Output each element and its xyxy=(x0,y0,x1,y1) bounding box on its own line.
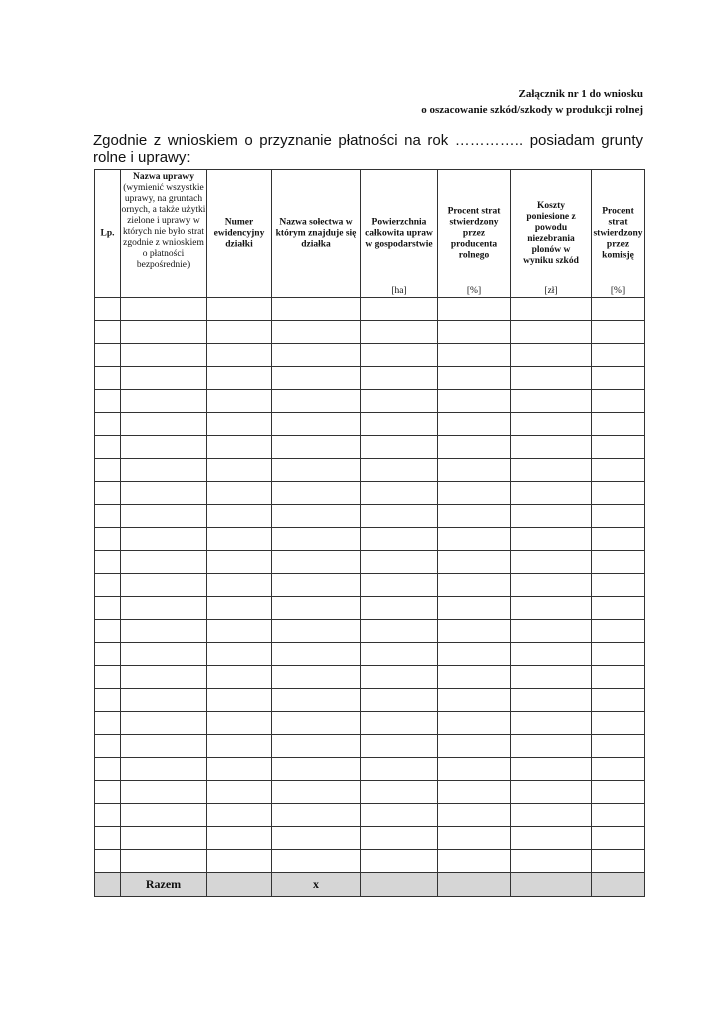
table-cell[interactable] xyxy=(592,597,645,620)
table-cell[interactable] xyxy=(511,413,592,436)
table-cell[interactable] xyxy=(438,735,511,758)
table-cell[interactable] xyxy=(95,528,121,551)
table-cell[interactable] xyxy=(361,436,438,459)
table-cell[interactable] xyxy=(592,643,645,666)
table-cell[interactable] xyxy=(95,827,121,850)
table-cell[interactable] xyxy=(511,781,592,804)
table-cell[interactable] xyxy=(121,344,207,367)
table-cell[interactable] xyxy=(438,758,511,781)
table-cell[interactable] xyxy=(592,551,645,574)
table-cell[interactable] xyxy=(121,804,207,827)
table-cell[interactable] xyxy=(121,413,207,436)
table-cell[interactable] xyxy=(438,804,511,827)
table-cell[interactable] xyxy=(121,643,207,666)
table-cell[interactable] xyxy=(207,436,272,459)
table-cell[interactable] xyxy=(207,298,272,321)
table-cell[interactable] xyxy=(121,459,207,482)
table-cell[interactable] xyxy=(361,321,438,344)
table-cell[interactable] xyxy=(438,482,511,505)
table-cell[interactable] xyxy=(361,712,438,735)
table-cell[interactable] xyxy=(207,758,272,781)
table-cell[interactable] xyxy=(121,735,207,758)
table-cell[interactable] xyxy=(511,505,592,528)
intro-text: Zgodnie z wnioskiem o przyznanie płatności na rok ………….. posiadam grunty rolne i uprawy: xyxy=(93,132,643,166)
header-loss-producer-unit: [%] xyxy=(466,286,482,296)
table-cell[interactable] xyxy=(438,781,511,804)
table-cell[interactable] xyxy=(272,413,361,436)
table-cell[interactable] xyxy=(95,367,121,390)
table-cell[interactable] xyxy=(121,482,207,505)
table-cell[interactable] xyxy=(95,459,121,482)
table-cell[interactable] xyxy=(272,850,361,873)
table-cell[interactable] xyxy=(511,620,592,643)
table-cell[interactable] xyxy=(272,436,361,459)
table-cell[interactable] xyxy=(207,367,272,390)
table-row xyxy=(95,758,645,781)
table-cell[interactable] xyxy=(95,551,121,574)
table-cell[interactable] xyxy=(272,689,361,712)
header-village-label: Nazwa sołectwa w którym znajduje się działka xyxy=(275,217,357,249)
table-cell[interactable] xyxy=(592,344,645,367)
table-cell[interactable] xyxy=(272,781,361,804)
table-cell[interactable] xyxy=(511,436,592,459)
table-cell[interactable] xyxy=(592,413,645,436)
table-row xyxy=(95,643,645,666)
table-row xyxy=(95,413,645,436)
header-area-unit: [ha] xyxy=(391,286,407,296)
table-cell[interactable] xyxy=(95,505,121,528)
table-cell[interactable] xyxy=(95,436,121,459)
table-row xyxy=(95,551,645,574)
table-cell[interactable] xyxy=(272,758,361,781)
header-costs xyxy=(511,170,592,298)
table-cell[interactable] xyxy=(207,827,272,850)
table-row xyxy=(95,850,645,873)
table-cell[interactable] xyxy=(272,321,361,344)
header-loss-producer-label: Procent strat stwierdzony przez producenta rolnego xyxy=(447,206,501,260)
table-cell[interactable] xyxy=(121,505,207,528)
header-plot-number xyxy=(207,170,272,298)
table-cell[interactable] xyxy=(121,620,207,643)
table-cell[interactable] xyxy=(272,298,361,321)
table-cell[interactable] xyxy=(95,620,121,643)
table-row xyxy=(95,735,645,758)
total-label: Razem xyxy=(121,873,207,897)
table-cell[interactable] xyxy=(121,298,207,321)
table-row xyxy=(95,528,645,551)
table-cell[interactable] xyxy=(272,804,361,827)
table-cell[interactable] xyxy=(272,551,361,574)
table-cell[interactable] xyxy=(511,850,592,873)
header-area xyxy=(361,170,438,298)
table-cell[interactable] xyxy=(272,574,361,597)
table-cell[interactable] xyxy=(438,597,511,620)
table-cell[interactable] xyxy=(438,413,511,436)
table-cell[interactable] xyxy=(592,689,645,712)
table-cell[interactable] xyxy=(272,482,361,505)
table-cell[interactable] xyxy=(438,528,511,551)
table-cell[interactable] xyxy=(272,505,361,528)
table-cell[interactable] xyxy=(272,643,361,666)
table-cell[interactable] xyxy=(361,344,438,367)
table-cell[interactable] xyxy=(361,689,438,712)
table-cell[interactable] xyxy=(361,781,438,804)
table-cell[interactable] xyxy=(438,367,511,390)
table-cell[interactable] xyxy=(95,735,121,758)
table-row xyxy=(95,482,645,505)
table-cell[interactable] xyxy=(511,643,592,666)
table-cell[interactable] xyxy=(511,459,592,482)
table-cell[interactable] xyxy=(438,321,511,344)
table-cell[interactable] xyxy=(592,505,645,528)
table-cell[interactable] xyxy=(95,298,121,321)
table-cell[interactable] xyxy=(207,643,272,666)
table-row xyxy=(95,298,645,321)
table-cell[interactable] xyxy=(592,758,645,781)
table-cell[interactable] xyxy=(361,298,438,321)
header-crop-title: Nazwa uprawy xyxy=(133,172,194,182)
table-row xyxy=(95,781,645,804)
table-cell[interactable] xyxy=(121,758,207,781)
table-cell[interactable] xyxy=(438,298,511,321)
attachment-line-2: o oszacowanie szkód/szkody w produkcji rolnej xyxy=(421,104,643,116)
table-cell[interactable] xyxy=(438,390,511,413)
table-cell[interactable] xyxy=(361,666,438,689)
total-cell-costs xyxy=(511,873,592,897)
table-cell[interactable] xyxy=(438,551,511,574)
total-cell-lp xyxy=(95,873,121,897)
table-row xyxy=(95,505,645,528)
table-cell[interactable] xyxy=(438,459,511,482)
table-cell[interactable] xyxy=(207,321,272,344)
header-loss-producer xyxy=(438,170,511,298)
table-cell[interactable] xyxy=(438,712,511,735)
table-cell[interactable] xyxy=(121,528,207,551)
table-cell[interactable] xyxy=(272,597,361,620)
table-cell[interactable] xyxy=(592,436,645,459)
header-crop-desc: (wymienić wszystkie uprawy, na gruntach ornych, a także użytki zielone i uprawy w których nie było strat zgodnie z wnioskiem o płatności bezpośrednie) xyxy=(121,183,206,270)
table-cell[interactable] xyxy=(511,528,592,551)
table-cell[interactable] xyxy=(438,505,511,528)
table-cell[interactable] xyxy=(592,666,645,689)
table-cell[interactable] xyxy=(438,643,511,666)
table-row xyxy=(95,666,645,689)
table-cell[interactable] xyxy=(95,643,121,666)
table-cell[interactable] xyxy=(511,689,592,712)
table-cell[interactable] xyxy=(121,827,207,850)
table-cell[interactable] xyxy=(592,804,645,827)
total-cell-loss-producer xyxy=(438,873,511,897)
header-loss-commission-label: Procent strat stwierdzony przez komisję xyxy=(593,206,643,260)
table-cell[interactable] xyxy=(272,620,361,643)
table-cell[interactable] xyxy=(592,321,645,344)
table-cell[interactable] xyxy=(272,344,361,367)
table-cell[interactable] xyxy=(511,597,592,620)
attachment-header xyxy=(421,86,643,118)
table-cell[interactable] xyxy=(121,551,207,574)
table-cell[interactable] xyxy=(592,850,645,873)
header-lp-label: Lp. xyxy=(100,228,115,238)
table-row xyxy=(95,620,645,643)
table-cell[interactable] xyxy=(511,712,592,735)
table-cell[interactable] xyxy=(95,574,121,597)
total-cell-area xyxy=(361,873,438,897)
table-cell[interactable] xyxy=(121,436,207,459)
attachment-line-1: Załącznik nr 1 do wniosku xyxy=(518,88,643,100)
table-row xyxy=(95,804,645,827)
table-cell[interactable] xyxy=(511,804,592,827)
table-cell[interactable] xyxy=(95,804,121,827)
table-cell[interactable] xyxy=(121,712,207,735)
total-cell-plot xyxy=(207,873,272,897)
table-cell[interactable] xyxy=(207,574,272,597)
table-body xyxy=(95,298,645,873)
table-cell[interactable] xyxy=(121,850,207,873)
table-cell[interactable] xyxy=(361,367,438,390)
table-cell[interactable] xyxy=(361,528,438,551)
table-cell[interactable] xyxy=(511,574,592,597)
table-cell[interactable] xyxy=(592,459,645,482)
table-cell[interactable] xyxy=(511,758,592,781)
table-cell[interactable] xyxy=(438,689,511,712)
table-cell[interactable] xyxy=(95,712,121,735)
table-cell[interactable] xyxy=(438,666,511,689)
table-cell[interactable] xyxy=(272,712,361,735)
table-cell[interactable] xyxy=(121,689,207,712)
table-cell[interactable] xyxy=(207,597,272,620)
header-costs-label: Koszty poniesione z powodu niezebrania plonów w wyniku szkód xyxy=(523,200,579,266)
table-cell[interactable] xyxy=(121,367,207,390)
table-cell[interactable] xyxy=(207,850,272,873)
header-lp xyxy=(95,170,121,298)
table-cell[interactable] xyxy=(95,781,121,804)
table-cell[interactable] xyxy=(121,390,207,413)
table-cell[interactable] xyxy=(207,781,272,804)
table-cell[interactable] xyxy=(95,344,121,367)
table-cell[interactable] xyxy=(361,597,438,620)
table-cell[interactable] xyxy=(592,367,645,390)
table-cell[interactable] xyxy=(361,482,438,505)
table-cell[interactable] xyxy=(361,459,438,482)
total-mark: x xyxy=(272,873,361,897)
table-cell[interactable] xyxy=(592,390,645,413)
table-cell[interactable] xyxy=(511,666,592,689)
table-cell[interactable] xyxy=(361,643,438,666)
table-cell[interactable] xyxy=(511,321,592,344)
table-cell[interactable] xyxy=(207,804,272,827)
table-cell[interactable] xyxy=(95,482,121,505)
table-row xyxy=(95,574,645,597)
table-cell[interactable] xyxy=(361,413,438,436)
total-cell-loss-commission xyxy=(592,873,645,897)
table-cell[interactable] xyxy=(511,367,592,390)
table-row xyxy=(95,321,645,344)
table-cell[interactable] xyxy=(361,551,438,574)
table-cell[interactable] xyxy=(592,482,645,505)
table-cell[interactable] xyxy=(95,597,121,620)
table-cell[interactable] xyxy=(592,712,645,735)
table-row xyxy=(95,367,645,390)
table-cell[interactable] xyxy=(207,505,272,528)
table-cell[interactable] xyxy=(361,574,438,597)
table-cell[interactable] xyxy=(511,390,592,413)
table-cell[interactable] xyxy=(511,827,592,850)
table-cell[interactable] xyxy=(592,735,645,758)
table-cell[interactable] xyxy=(361,758,438,781)
table-cell[interactable] xyxy=(121,597,207,620)
table-cell[interactable] xyxy=(95,689,121,712)
table-cell[interactable] xyxy=(207,528,272,551)
table-cell[interactable] xyxy=(438,436,511,459)
table-cell[interactable] xyxy=(207,689,272,712)
table-cell[interactable] xyxy=(511,735,592,758)
table-cell[interactable] xyxy=(438,850,511,873)
table-cell[interactable] xyxy=(511,298,592,321)
table-row xyxy=(95,712,645,735)
table-cell[interactable] xyxy=(361,827,438,850)
table-row xyxy=(95,689,645,712)
table-cell[interactable] xyxy=(207,551,272,574)
table-row xyxy=(95,459,645,482)
header-loss-commission-unit: [%] xyxy=(610,286,626,296)
crops-table xyxy=(94,169,645,897)
table-cell[interactable] xyxy=(272,459,361,482)
table-cell[interactable] xyxy=(207,666,272,689)
table-cell[interactable] xyxy=(207,620,272,643)
table-cell[interactable] xyxy=(207,459,272,482)
table-cell[interactable] xyxy=(592,827,645,850)
table-cell[interactable] xyxy=(361,850,438,873)
header-area-label: Powierzchnia całkowita upraw w gospodarstwie xyxy=(365,217,433,249)
table-cell[interactable] xyxy=(438,344,511,367)
table-cell[interactable] xyxy=(592,528,645,551)
table-cell[interactable] xyxy=(592,298,645,321)
table-cell[interactable] xyxy=(272,390,361,413)
table-cell[interactable] xyxy=(272,827,361,850)
table-cell[interactable] xyxy=(95,850,121,873)
header-village xyxy=(272,170,361,298)
table-cell[interactable] xyxy=(207,482,272,505)
table-cell[interactable] xyxy=(207,735,272,758)
table-cell[interactable] xyxy=(95,666,121,689)
table-cell[interactable] xyxy=(95,390,121,413)
header-crop xyxy=(121,170,207,298)
table-cell[interactable] xyxy=(207,344,272,367)
table-cell[interactable] xyxy=(592,781,645,804)
table-cell[interactable] xyxy=(438,827,511,850)
table-cell[interactable] xyxy=(511,482,592,505)
table-cell[interactable] xyxy=(361,804,438,827)
table-cell[interactable] xyxy=(511,551,592,574)
table-cell[interactable] xyxy=(207,390,272,413)
table-cell[interactable] xyxy=(95,758,121,781)
table-cell[interactable] xyxy=(361,505,438,528)
table-cell[interactable] xyxy=(272,528,361,551)
table-cell[interactable] xyxy=(511,344,592,367)
table-cell[interactable] xyxy=(121,781,207,804)
table-cell[interactable] xyxy=(121,666,207,689)
table-cell[interactable] xyxy=(121,574,207,597)
total-row xyxy=(95,873,645,897)
table-cell[interactable] xyxy=(95,321,121,344)
table-cell[interactable] xyxy=(361,390,438,413)
table-cell[interactable] xyxy=(361,620,438,643)
table-cell[interactable] xyxy=(361,735,438,758)
header-costs-unit: [zł] xyxy=(544,286,558,296)
table-cell[interactable] xyxy=(272,735,361,758)
table-row xyxy=(95,344,645,367)
table-cell[interactable] xyxy=(592,620,645,643)
header-row xyxy=(95,170,645,298)
table-cell[interactable] xyxy=(438,574,511,597)
header-loss-commission xyxy=(592,170,645,298)
table-cell[interactable] xyxy=(272,367,361,390)
table-cell[interactable] xyxy=(95,413,121,436)
header-plot-number-label: Numer ewidencyjny działki xyxy=(213,217,265,249)
table-cell[interactable] xyxy=(272,666,361,689)
table-row xyxy=(95,597,645,620)
table-row xyxy=(95,827,645,850)
table-row xyxy=(95,436,645,459)
table-cell[interactable] xyxy=(207,712,272,735)
table-cell[interactable] xyxy=(121,321,207,344)
table-cell[interactable] xyxy=(592,574,645,597)
table-row xyxy=(95,390,645,413)
table-cell[interactable] xyxy=(207,413,272,436)
table-cell[interactable] xyxy=(438,620,511,643)
